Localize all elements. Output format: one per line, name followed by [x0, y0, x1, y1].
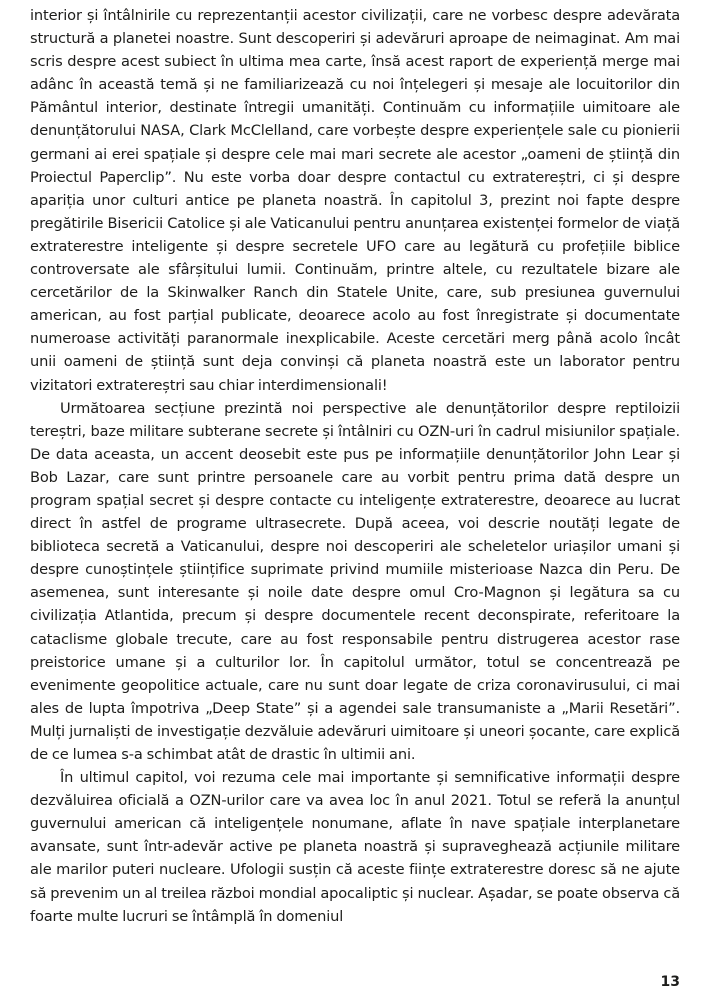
body-text: [30, 4, 680, 928]
paragraph-3: În ultimul capitol, voi rezuma cele mai importante și semnificative informații despre dezvăluirea oficială a OZN-urilor care va avea loc în anul 2021. Totul se referă la anunțul guvernului american că inteligențele nonumane, aflate în nave spațiale interplanetare avansate, sunt într-adevăr active pe planeta noastră și supraveghează acțiunile militare ale marilor puteri nucleare. Ufologii susțin că aceste ființe extraterestre doresc să ne ajute să prevenim un al treilea război mondial apocaliptic și nuclear. Așadar, se poate observa că foarte multe lucruri se întâmplă în domeniul: [30, 769, 680, 925]
page-number: 13: [660, 974, 680, 990]
paragraph-1: interior și întâlnirile cu reprezentanții acestor civilizații, care ne vorbesc despre adevărata structură a planetei noastre. Sunt descoperiri și adevăruri aproape de neimaginat. Am mai scris despre acest subiect în ultima mea carte, însă acest raport de experiență merge mai adânc în această temă și ne familiarizează cu noi înțelegeri și mesaje ale locuitorilor din Pământul interior, destinate întregii umanități. Continuăm cu informațiile uimitoare ale denunțătorului NASA, Clark McClelland, care vorbește despre experiențele sale cu pionierii germani ai erei spațiale și despre cele mai mari secrete ale acestor „oameni de știință din Proiectul Paperclip”. Nu este vorba doar despre contactul cu extratereștri, ci și despre apariția unor culturi antice pe planeta noastră. În capitolul 3, prezint noi fapte despre pregătirile Bisericii Catolice și ale Vaticanului pentru anunțarea existenței formelor de viață extraterestre inteligente și despre secretele UFO care au legătură cu profețiile biblice controversate ale sfârșitului lumii. Continuăm, printre altele, cu rezultatele bizare ale cercetărilor de la Skinwalker Ranch din Statele Unite, care, sub presiunea guvernului american, au fost parțial publicate, deoarece acolo au fost înregistrate și documentate numeroase activități paranormale inexplicabile. Aceste cercetări merg până acolo încât unii oameni de știință sunt deja convinși că planeta noastră este un laborator pentru vizitatori extratereștri sau chiar interdimensionali!: [30, 7, 680, 394]
paragraph-2: Următoarea secțiune prezintă noi perspective ale denunțătorilor despre reptiloizii tereștri, baze militare subterane secrete și întâlniri cu OZN-uri în cadrul misiunilor spațiale. De data aceasta, un accent deosebit este pus pe informațiile denunțătorilor John Lear și Bob Lazar, care sunt printre persoanele care au vorbit pentru prima dată despre un program spațial secret și despre contacte cu inteligențe extraterestre, deoarece au lucrat direct în astfel de programe ultrasecrete. După aceea, voi descrie noutăți legate de biblioteca secretă a Vaticanului, despre noi descoperiri ale scheletelor uriașilor umani și despre cunoștințele științifice suprimate privind mumiile misterioase Nazca din Peru. De asemenea, sunt interesante și noile date despre omul Cro-Magnon și legătura sa cu civilizația Atlantida, precum și despre documentele recent deconspirate, referitoare la cataclisme globale trecute, care au fost responsabile pentru distrugerea acestor rase preistorice umane și a culturilor lor. În capitolul următor, totul se concentrează pe evenimente geopolitice actuale, care nu sunt doar legate de criza coronavirusului, ci mai ales de lupta împotriva „Deep State” și a agendei sale transumaniste a „Marii Resetări”. Mulți jurnaliști de investigație dezvăluie adevăruri uimitoare și uneori șocante, care explică de ce lumea s-a schimbat atât de drastic în ultimii ani.: [30, 399, 680, 763]
